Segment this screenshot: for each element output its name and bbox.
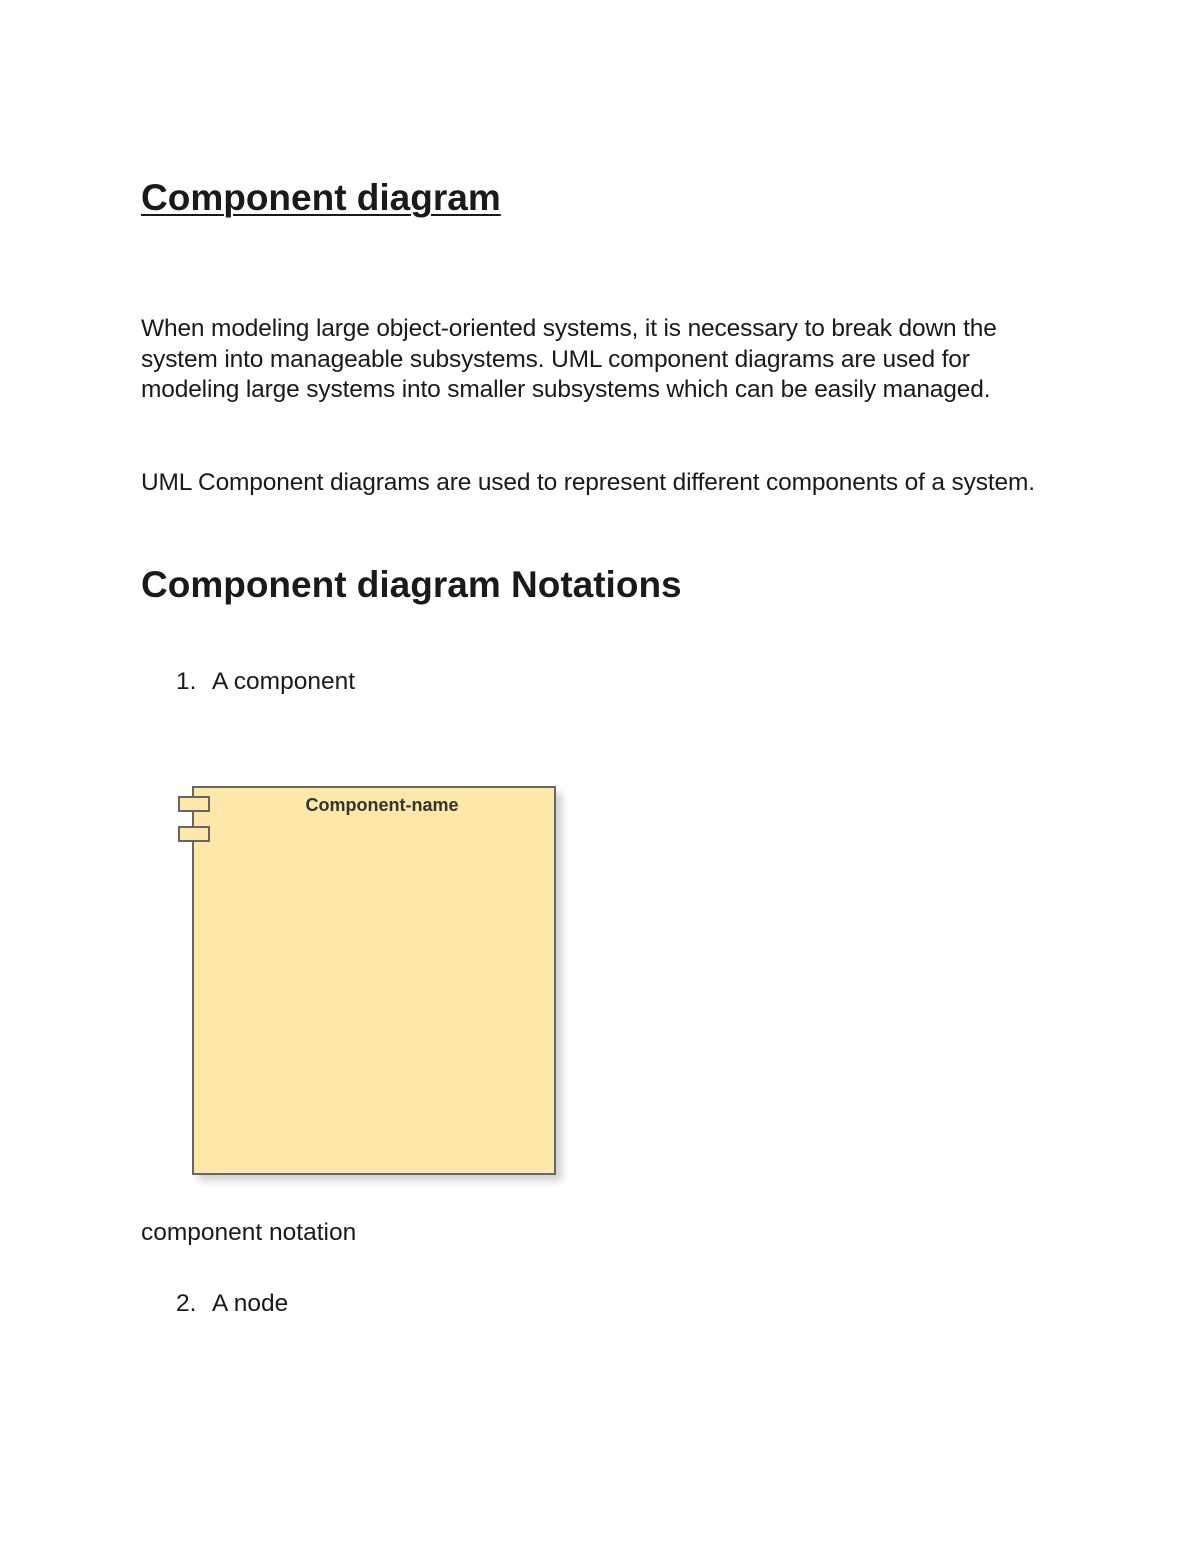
list-number: 2. (176, 1290, 197, 1317)
component-port-top (179, 797, 209, 811)
component-diagram-figure (170, 780, 580, 1200)
page-title: Component diagram (141, 177, 501, 218)
section-title: Component diagram Notations (141, 564, 682, 605)
component-port-bottom (179, 827, 209, 841)
component-box (193, 787, 555, 1174)
list-item-node (176, 1289, 288, 1319)
component-name-label: Component-name (305, 795, 459, 815)
list-item-label: A component (212, 668, 356, 695)
list-item-component (176, 667, 355, 697)
figure-caption: component notation (141, 1219, 357, 1246)
list-item-label: A node (212, 1290, 289, 1317)
list-number: 1. (176, 668, 197, 695)
intro-paragraph: When modeling large object-oriented systems, it is necessary to break down the system into manageable subsystems. UML component diagrams are used for modeling large systems into smaller subsystems which can be easily managed. (141, 315, 997, 404)
definition-paragraph: UML Component diagrams are used to represent different components of a system. (141, 469, 1035, 496)
